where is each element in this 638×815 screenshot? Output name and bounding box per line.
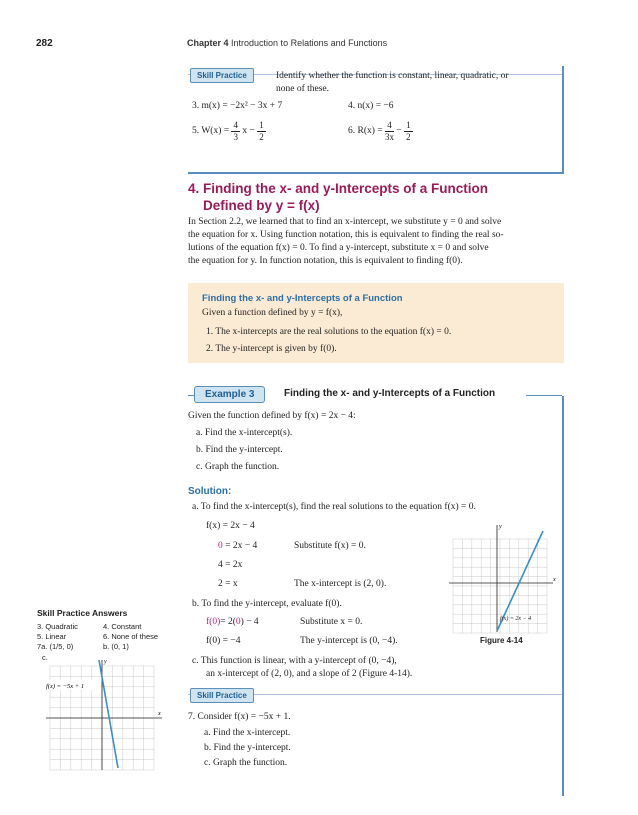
p6-den2: 2 xyxy=(406,132,411,142)
skill-practice-1 xyxy=(188,66,564,174)
problem-7b: b. Find the y-intercept. xyxy=(204,743,291,753)
box-item-1: 1. The x-intercepts are the real solutions to the equation f(x) = 0. xyxy=(206,327,452,337)
section-title-line1: 4. Finding the x- and y-Intercepts of a Function xyxy=(188,181,489,196)
answer-x-label: x xyxy=(158,711,161,717)
p6-den: 3x xyxy=(385,132,395,142)
p6-mid: − xyxy=(396,126,402,136)
answer-7a: 7a. (1/5, 0) xyxy=(37,642,74,651)
b1-zero: 0 xyxy=(235,617,241,627)
example-side-rule xyxy=(562,396,564,796)
step-4-note: The x-intercept is (2, 0). xyxy=(294,579,387,589)
step-3: 4 = 2x xyxy=(218,560,243,570)
sp1-instruction-2: none of these. xyxy=(276,84,330,94)
answer-y-label: y xyxy=(104,659,107,665)
step-b1 xyxy=(206,616,259,629)
example-title: Finding the x- and y-Intercepts of a Function xyxy=(284,388,496,399)
f0-highlight: f(0) xyxy=(206,617,221,627)
problem-7: 7. Consider f(x) = −5x + 1. xyxy=(188,712,291,722)
section-title-line2: Defined by y = f(x) xyxy=(203,198,320,213)
chapter-title: Introduction to Relations and Functions xyxy=(231,38,388,48)
fig-function-label: f(x) = 2x − 4 xyxy=(500,616,532,622)
figure-4-14-graph xyxy=(447,522,557,634)
solution-label: Solution: xyxy=(188,486,232,497)
answer-function-label: f(x) = −5x + 1 xyxy=(46,683,85,690)
chapter-header xyxy=(187,38,387,48)
skill-practice-tag: Skill Practice xyxy=(190,68,254,83)
answer-5: 5. Linear xyxy=(37,632,67,641)
solution-c-2: an x-intercept of (2, 0), and a slope of 2 (Figure 4-14). xyxy=(206,669,413,679)
section-paragraph xyxy=(188,216,568,268)
p5-num2: 1 xyxy=(259,120,264,130)
answer-7c: c. xyxy=(42,653,48,662)
sp1-right-rule xyxy=(562,66,564,174)
skill-practice-2-tag: Skill Practice xyxy=(190,688,254,703)
answer-3: 3. Quadratic xyxy=(37,622,78,631)
step-2-eq: = 2x − 4 xyxy=(225,541,258,551)
problem-5 xyxy=(192,120,266,143)
example-part-c: c. Graph the function. xyxy=(196,462,280,472)
step-b2-note: The y-intercept is (0, −4). xyxy=(300,636,398,646)
problem-3: 3. m(x) = −2x² − 3x + 7 xyxy=(192,101,283,111)
problem-4: 4. n(x) = −6 xyxy=(348,101,394,111)
example-tag: Example 3 xyxy=(194,386,265,403)
step-2 xyxy=(218,540,257,553)
example-rule-right xyxy=(526,395,562,396)
p5-mid: x − xyxy=(242,126,255,136)
b1-end: ) − 4 xyxy=(240,617,259,627)
step-1: f(x) = 2x − 4 xyxy=(206,521,255,531)
box-item-2: 2. The y-intercept is given by f(0). xyxy=(206,344,337,354)
fig-x-label: x xyxy=(553,577,556,583)
box-intro: Given a function defined by y = f(x), xyxy=(202,308,343,318)
step-2-zero: 0 xyxy=(218,541,223,551)
p5-den: 3 xyxy=(233,132,238,142)
problem-7a: a. Find the x-intercept. xyxy=(204,728,291,738)
solution-c-1: c. This function is linear, with a y-intercept of (0, −4), xyxy=(192,656,397,666)
problem-7c: c. Graph the function. xyxy=(204,758,288,768)
problem-6 xyxy=(348,120,413,143)
para-line: lutions of the equation f(x) = 0. To find a y-intercept, substitute x = 0 and solve xyxy=(188,243,489,253)
sp1-bottom-rule xyxy=(188,172,564,174)
p5-prefix: 5. W(x) = xyxy=(192,126,230,136)
step-2-note: Substitute f(x) = 0. xyxy=(294,541,366,551)
page-number: 282 xyxy=(36,38,53,49)
answer-4: 4. Constant xyxy=(103,622,142,631)
key-concept-box xyxy=(188,283,564,363)
section-title xyxy=(188,180,588,214)
sp1-instruction-1: Identify whether the function is constant, linear, quadratic, or xyxy=(276,71,509,81)
figure-caption: Figure 4-14 xyxy=(480,636,523,645)
solution-a: a. To find the x-intercept(s), find the real solutions to the equation f(x) = 0. xyxy=(192,502,476,512)
answer-graph xyxy=(42,656,166,772)
b1-mid: = 2( xyxy=(220,617,236,627)
step-b1-note: Substitute x = 0. xyxy=(300,617,363,627)
p6-num: 4 xyxy=(385,120,394,132)
p5-den2: 2 xyxy=(259,132,264,142)
answer-7b: b. (0, 1) xyxy=(103,642,129,651)
example-part-a: a. Find the x-intercept(s). xyxy=(196,428,293,438)
fig-y-label: y xyxy=(499,524,502,530)
para-line: the equation for y. In function notation, this is equivalent to finding f(0). xyxy=(188,256,463,266)
p6-prefix: 6. R(x) = xyxy=(348,126,383,136)
chapter-label: Chapter 4 xyxy=(187,38,229,48)
answer-6: 6. None of these xyxy=(103,632,159,641)
solution-b: b. To find the y-intercept, evaluate f(0). xyxy=(192,599,342,609)
p5-num: 4 xyxy=(233,120,238,130)
p6-num2: 1 xyxy=(406,120,411,130)
para-line: the equation for x. Using function notation, this is equivalent to finding the real so- xyxy=(188,230,504,240)
step-b2: f(0) = −4 xyxy=(206,636,241,646)
para-line: In Section 2.2, we learned that to find an x-intercept, we substitute y = 0 and solve xyxy=(188,217,502,227)
answers-title: Skill Practice Answers xyxy=(37,608,128,618)
step-4: 2 = x xyxy=(218,579,238,589)
box-title: Finding the x- and y-Intercepts of a Function xyxy=(202,293,403,304)
example-given: Given the function defined by f(x) = 2x − 4: xyxy=(188,411,356,421)
example-part-b: b. Find the y-intercept. xyxy=(196,445,283,455)
